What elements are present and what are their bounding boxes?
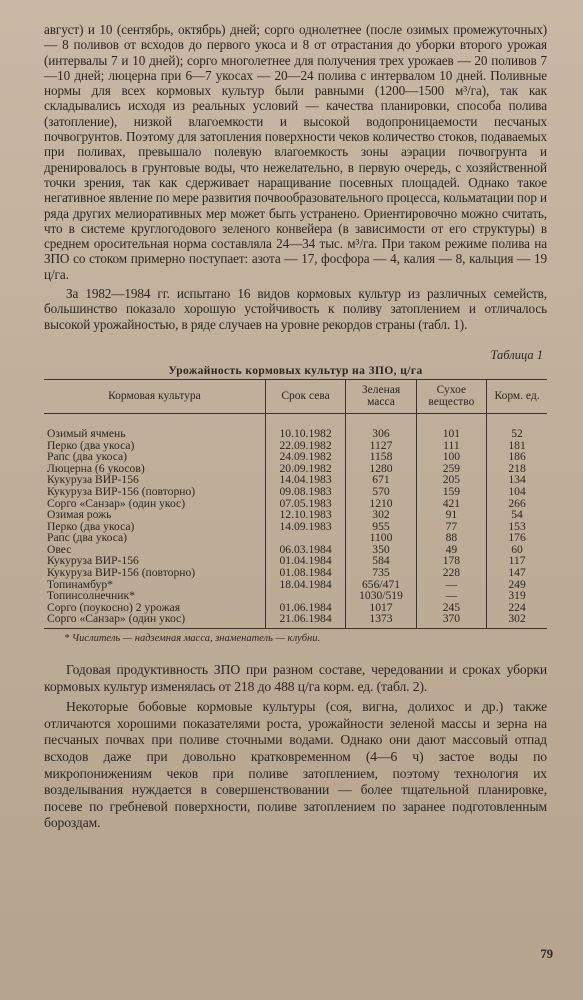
- page-number: 79: [540, 947, 553, 961]
- cell-dry-matter: 88: [416, 532, 486, 544]
- cell-dry-matter: 205: [416, 474, 486, 486]
- cell-feed-units: 104: [487, 486, 547, 498]
- cell-feed-units: 302: [487, 613, 547, 628]
- cell-feed-units: 153: [487, 521, 547, 533]
- cell-dry-matter: 178: [416, 555, 486, 567]
- yield-table: [44, 379, 547, 629]
- cell-green-mass: 306: [346, 413, 416, 439]
- cell-crop: Топинсолнечник*: [47, 589, 135, 603]
- cell-sowing-date: 22.09.1982: [265, 440, 345, 452]
- cell-sowing-date: 12.10.1983: [265, 509, 345, 521]
- cell-sowing-date: 01.06.1984: [265, 602, 345, 614]
- cell-sowing-date: 07.05.1983: [265, 498, 345, 510]
- cell-crop: Перко (два укоса): [47, 519, 135, 533]
- cell-sowing-date: 10.10.1982: [265, 413, 345, 439]
- cell-green-mass: 1127: [346, 440, 416, 452]
- cell-feed-units: 249: [487, 579, 547, 591]
- cell-sowing-date: 20.09.1982: [265, 463, 345, 475]
- cell-dry-matter: 259: [416, 463, 486, 475]
- cell-crop: Рапс (два укоса): [47, 450, 128, 464]
- cell-crop: Топинамбур*: [47, 577, 113, 591]
- cell-crop: Люцерна (6 укосов): [47, 461, 145, 475]
- cell-green-mass: 570: [346, 486, 416, 498]
- cell-feed-units: 266: [487, 498, 547, 510]
- cell-sowing-date: 21.06.1984: [265, 613, 345, 628]
- cell-feed-units: 176: [487, 532, 547, 544]
- cell-crop: Кукуруза ВИР-156 (повторно): [47, 484, 196, 498]
- cell-sowing-date: 14.09.1983: [265, 521, 345, 533]
- cell-feed-units: 224: [487, 602, 547, 614]
- paragraph-legumes: Некоторые бобовые кормовые культуры (соя, вигна, долихос и др.) также отличаются хорошими показателями роста, урожайности зеленой массы и зерна на песчаных почвах при поливе сточными водами. Однако они дают массовый отпад всходов даже при довольно кратковременном (4—6 ч) застое воды по микропонижениям чеков при поливе затоплением, поэтому технология их возделывания нуждается в совершенствовании — более тщательной планировке, посеве по гребневой поверхности, поливе затоплением по заранее подготовленным бороздам.: [44, 699, 547, 831]
- cell-sowing-date: 01.04.1984: [265, 555, 345, 567]
- cell-dry-matter: 370: [416, 613, 486, 628]
- cell-sowing-date: 14.04.1983: [265, 474, 345, 486]
- cell-green-mass: 955: [346, 521, 416, 533]
- cell-dry-matter: 421: [416, 498, 486, 510]
- cell-dry-matter: 49: [416, 544, 486, 556]
- table-row: [44, 413, 547, 439]
- table-title: Урожайность кормовых культур на ЗПО, ц/га: [168, 364, 423, 377]
- cell-feed-units: 134: [487, 474, 547, 486]
- cell-crop: Озимый ячмень: [47, 426, 126, 440]
- cell-green-mass: 302: [346, 509, 416, 521]
- table-label: Таблица 1: [490, 347, 543, 362]
- cell-green-mass: 1373: [346, 613, 416, 628]
- cell-dry-matter: 101: [416, 413, 486, 439]
- cell-green-mass: 350: [346, 544, 416, 556]
- cell-green-mass: 656/471: [346, 579, 416, 591]
- cell-dry-matter: —: [416, 579, 486, 591]
- cell-feed-units: 54: [487, 509, 547, 521]
- header-feed-units: Корм. ед.: [487, 379, 547, 413]
- table-row: [44, 613, 547, 628]
- header-sowing-date: Срок сева: [265, 379, 345, 413]
- table-row: [44, 567, 547, 579]
- table-footnote: * Числитель — надземная масса, знаменатель — клубни.: [64, 633, 321, 645]
- cell-feed-units: 60: [487, 544, 547, 556]
- cell-crop: Перко (два укоса): [47, 438, 135, 452]
- cell-green-mass: 1017: [346, 602, 416, 614]
- cell-dry-matter: 77: [416, 521, 486, 533]
- cell-feed-units: 117: [487, 555, 547, 567]
- cell-crop: Сорго (поукосно) 2 урожая: [47, 600, 181, 614]
- header-crop: Кормовая культура: [44, 379, 265, 413]
- cell-crop: Кукуруза ВИР-156: [47, 473, 139, 487]
- cell-dry-matter: 111: [416, 440, 486, 452]
- cell-sowing-date: 09.08.1983: [265, 486, 345, 498]
- cell-green-mass: 1158: [346, 451, 416, 463]
- cell-crop: Сорго «Санзар» (один укос): [47, 496, 186, 510]
- cell-green-mass: 584: [346, 555, 416, 567]
- cell-green-mass: 671: [346, 474, 416, 486]
- cell-sowing-date: 24.09.1982: [265, 451, 345, 463]
- cell-crop: Кукуруза ВИР-156 (повторно): [47, 566, 196, 580]
- cell-feed-units: 218: [487, 463, 547, 475]
- table-body: [44, 413, 547, 628]
- cell-crop: Сорго «Санзар» (один укос): [44, 613, 265, 628]
- cell-dry-matter: 100: [416, 451, 486, 463]
- cell-dry-matter: —: [416, 590, 486, 602]
- header-dry-matter: Сухое вещество: [416, 379, 486, 413]
- cell-green-mass: 1280: [346, 463, 416, 475]
- cell-sowing-date: 06.03.1984: [265, 544, 345, 556]
- table-row: [44, 486, 547, 498]
- cell-green-mass: 735: [346, 567, 416, 579]
- cell-feed-units: 52: [487, 413, 547, 439]
- table-row: [44, 451, 547, 463]
- bottom-text: [44, 662, 547, 832]
- cell-dry-matter: 245: [416, 602, 486, 614]
- cell-feed-units: 319: [487, 590, 547, 602]
- cell-dry-matter: 91: [416, 509, 486, 521]
- cell-green-mass: 1210: [346, 498, 416, 510]
- cell-crop: Рапс (два укоса): [47, 531, 128, 545]
- cell-feed-units: 186: [487, 451, 547, 463]
- table-header-row: [44, 379, 547, 413]
- paragraph-annual-productivity: Годовая продуктивность ЗПО при разном составе, чередовании и сроках уборки кормовых культур изменялась от 218 до 488 ц/га корм. ед. (табл. 2).: [44, 662, 547, 694]
- top-text: [44, 22, 547, 332]
- cell-feed-units: 147: [487, 567, 547, 579]
- paragraph-crop-trials: За 1982—1984 гг. испытано 16 видов кормовых культур из различных семейств, большинство показало хорошую устойчивость к поливу затоплением и отличалось высокой урожайностью, в ряде случаев на уровне рекордов страны (табл. 1).: [44, 286, 547, 332]
- cell-crop: Озимая рожь: [47, 508, 112, 522]
- cell-green-mass: 1030/519: [346, 590, 416, 602]
- cell-crop: Кукуруза ВИР-156: [47, 554, 139, 568]
- cell-sowing-date: 01.08.1984: [265, 567, 345, 579]
- paragraph-irrigation-regime: август) и 10 (сентябрь, октябрь) дней; сорго однолетнее (после озимых промежуточных) — 8 поливов от всходов до первого укоса и 8 от отрастания до уборки второго урожая (интервалы 7 и 10 дней); сорго многолетнее для получения трех урожаев — 20 поливов 7—10 дней; люцерна при 6—7 укосах — 20—24 полива с интервалом 10 дней. Поливные нормы для всех кормовых культур были равными (1200—1500 м³/га), так как складывались исходя из реальных условий — качества планировки, способа полива (затопление), низкой влагоемкости и высокой водопроницаемости песчаных почвогрунтов. Поэтому для затопления поверхности чеков количество стоков, подаваемых при поливах, превышало полевую влагоемкость зоны аэрации почвогрунта и дренировалось в грунтовые воды, что нежелательно, в первую очередь, с хозяйственной точки зрения, так как сдерживает наращивание посевных площадей. Однако такое негативное явление по мере развития почвообразовательного процесса, кольматации пор и ряда других мелиоративных мер может быть устранено. Ориентировочно можно считать, что в системе круглогодового зеленого конвейера (в зависимости от его структуры) в среднем оросительная норма составляла 24—34 тыс. м³/га. При таком режиме полива на ЗПО со стоком примерно поступает: азота — 17, фосфора — 4, калия — 8, кальция — 19 ц/га.: [44, 22, 547, 282]
- cell-dry-matter: 228: [416, 567, 486, 579]
- cell-feed-units: 181: [487, 440, 547, 452]
- cell-dry-matter: 159: [416, 486, 486, 498]
- cell-crop: Овес: [47, 542, 72, 556]
- header-green-mass: Зеленая масса: [346, 379, 416, 413]
- cell-green-mass: 1100: [346, 532, 416, 544]
- cell-sowing-date: 18.04.1984: [265, 579, 345, 591]
- table-row: [44, 509, 547, 521]
